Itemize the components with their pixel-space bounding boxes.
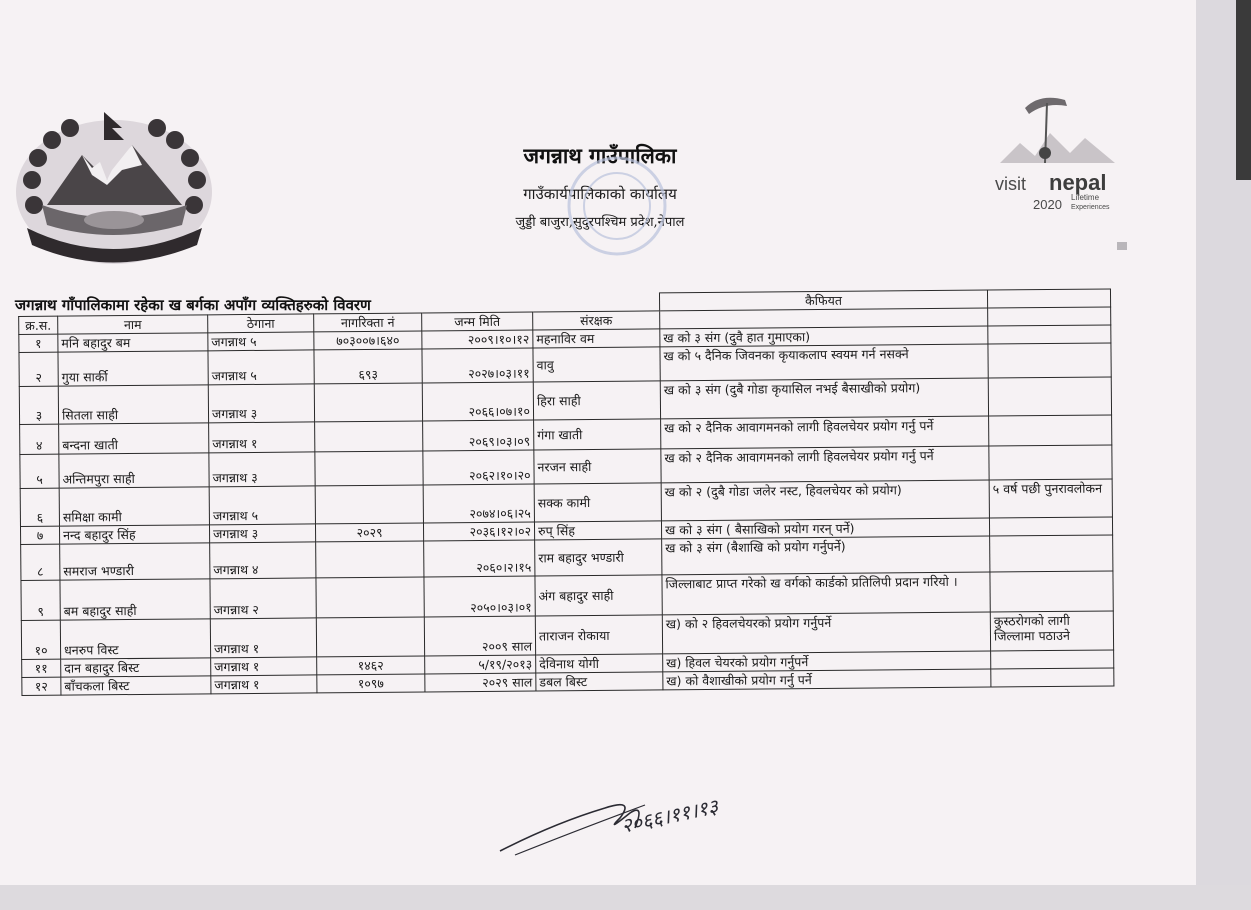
experiences-text: Experiences [1071, 204, 1110, 211]
cell-guardian: डबल बिस्ट [536, 672, 663, 691]
cell-dob: २०५०।०३।०१ [424, 576, 535, 617]
cell-sn: ३ [19, 386, 58, 424]
cell-name: धनरुप विस्ट [60, 619, 210, 659]
cell-guardian: सक्क कामी [534, 483, 661, 522]
municipality-name: जगन्नाथ गाउँपालिका [523, 143, 677, 168]
cell-citizenship [315, 485, 423, 524]
cell-address: जगन्नाथ ३ [208, 384, 314, 423]
cell-address: जगन्नाथ १ [210, 618, 316, 658]
cell-name: बाँचकला बिस्ट [61, 676, 211, 695]
cell-dob: २०३६।१२।०२ [423, 522, 534, 541]
table-title: जगन्नाथ गाँपालिकामा रहेका ख बर्गका अपाँग व्यक्तिहरुको विवरण [15, 296, 371, 314]
cell-dob: २०२९ साल [425, 673, 536, 692]
cell-sn: ११ [22, 659, 61, 677]
cell-remark [989, 445, 1112, 480]
cell-sn: ९ [21, 580, 60, 620]
cell-sn: ५ [20, 454, 59, 488]
cell-name: नन्द बहादुर सिंह [59, 525, 209, 544]
cell-sn: ८ [21, 544, 60, 580]
cell-remark [989, 517, 1112, 536]
cell-citizenship [316, 541, 424, 578]
cell-name: बम बहादुर साही [60, 579, 210, 620]
cell-remark [991, 650, 1114, 669]
visit-text: visit [995, 174, 1026, 194]
cell-guardian: नरजन साही [534, 449, 661, 484]
cell-detail: ख) को २ हिवलचेयरको प्रयोग गर्नुपर्ने [662, 612, 990, 654]
cell-detail: ख को ३ संग (दुबै गोडा कृयासिल नभई बैसाखीको प्रयोग) [660, 378, 988, 419]
scan-edge [1236, 0, 1251, 180]
cell-name: समराज भण्डारी [60, 543, 210, 580]
cell-citizenship [315, 421, 423, 452]
scan-margin-bottom [0, 885, 1251, 910]
cell-detail: ख को ५ दैनिक जिवनका कृयाकलाप स्वयम गर्न नसक्ने [660, 344, 988, 381]
cell-guardian: राम बहादुर भण्डारी [535, 539, 662, 576]
cell-name: सितला साही [58, 385, 208, 424]
disability-table [18, 288, 1114, 696]
scan-mark [1117, 242, 1127, 250]
cell-sn: १ [19, 334, 58, 352]
cell-citizenship [314, 383, 422, 422]
cell-name: समिक्षा कामी [59, 487, 209, 526]
signature-date: २०६६।११।१३ [619, 793, 721, 838]
cell-name: गुया सार्की [58, 351, 208, 386]
cell-name: दान बहादुर बिस्ट [61, 658, 211, 677]
cell-remark [990, 535, 1113, 572]
nepal-text: nepal [1049, 170, 1107, 195]
cell-guardian: ताराजन रोकाया [535, 615, 662, 655]
cell-citizenship [316, 617, 424, 657]
cell-dob: २०२७।०३।११ [422, 348, 533, 383]
cell-sn: ७ [20, 526, 59, 544]
cell-guardian: हिरा साही [533, 381, 660, 420]
cell-address: जगन्नाथ ५ [209, 486, 315, 525]
cell-name: बन्दना खाती [59, 423, 209, 454]
col-dob: जन्म मिति [422, 312, 533, 331]
cell-detail: ख को ३ संग ( बैसाखिको प्रयोग गरन् पर्ने) [661, 518, 989, 539]
cell-guardian: देविनाथ योगी [536, 654, 663, 673]
cell-remark [989, 415, 1112, 446]
cell-sn: १० [21, 620, 60, 659]
cell-dob: २०६९।०३।०९ [423, 420, 534, 451]
col-sn: क्र.स. [19, 316, 58, 334]
cell-dob: २००९।१०।१२ [422, 330, 533, 349]
cell-address: जगन्नाथ २ [210, 578, 316, 619]
office-address: जुड्डी बाजुरा,सुदुरपश्चिम प्रदेश,नेपाल [515, 215, 685, 230]
cell-remark: कुस्ठरोगको लागी जिल्लामा पठाउने [990, 611, 1113, 651]
cell-detail: ख को ३ संग (दुवै हात गुमाएका) [660, 326, 988, 347]
cell-remark [991, 668, 1114, 687]
col-address: ठेगाना [208, 314, 314, 333]
cell-dob: २००९ साल [424, 616, 535, 656]
col-name: नाम [58, 315, 208, 334]
cell-guardian: रुप् सिंह [534, 521, 661, 540]
cell-dob: २०६२।१०।२० [423, 450, 534, 485]
cell-sn: ४ [20, 424, 59, 454]
office-name: गाउँकार्यपालिकाको कार्यालय [523, 185, 677, 203]
year-text: 2020 [1033, 197, 1062, 212]
cell-citizenship: ७०३००७।६४० [314, 331, 422, 350]
cell-citizenship: १४६२ [317, 656, 425, 675]
cell-dob: २०७४।०६।२५ [423, 484, 534, 523]
lifetime-text: Lifetime [1071, 193, 1100, 202]
cell-remark [990, 571, 1113, 612]
cell-citizenship: २०२९ [315, 523, 423, 542]
cell-detail: ख को २ दैनिक आवागमनको लागी हिवलचेयर प्रयोग गर्नु पर्ने [661, 446, 989, 483]
visit-nepal-logo [995, 88, 1130, 218]
cell-address: जगन्नाथ १ [209, 422, 315, 453]
cell-sn: २ [19, 352, 58, 386]
handwritten-signature [495, 783, 745, 858]
cell-address: जगन्नाथ १ [211, 675, 317, 694]
cell-guardian: वावु [533, 347, 660, 382]
col-remark [988, 307, 1111, 326]
cell-sn: ६ [20, 488, 59, 526]
cell-remark: ५ वर्ष पछी पुनरावलोकन [989, 479, 1112, 518]
col-citizenship: नागरिक्ता नं [314, 313, 422, 332]
cell-detail: ख को २ दैनिक आवागमनको लागी हिवलचेयर प्रयोग गर्नु पर्ने [661, 416, 989, 449]
cell-detail: ख को ३ संग (बैशाखि को प्रयोग गर्नुपर्ने) [662, 536, 990, 575]
cell-guardian: अंग बहादुर साही [535, 575, 662, 616]
cell-name: मनि बहादुर बम [58, 333, 208, 352]
office-stamp [560, 152, 675, 260]
cell-address: जगन्नाथ १ [211, 657, 317, 676]
cell-citizenship: १०९७ [317, 674, 425, 693]
col-guardian: संरक्षक [533, 311, 660, 330]
cell-dob: २०६०।२।१५ [424, 540, 535, 577]
cell-name: अन्तिमपुरा साही [59, 453, 209, 488]
cell-sn: १२ [22, 677, 61, 695]
cell-detail: ख) को वैशाखीको प्रयोग गर्नु पर्ने [663, 669, 991, 690]
disability-table-wrapper [18, 288, 1114, 696]
cell-detail: जिल्लाबाट प्राप्त गरेको ख वर्गको कार्डको प्रतिलिपी प्रदान गरियो । [662, 572, 990, 615]
cell-guardian: गंगा खाती [534, 419, 661, 450]
cell-dob: ५/१९/२०१३ [425, 655, 536, 674]
cell-guardian: महनाविर वम [533, 329, 660, 348]
cell-detail: ख को २ (दुबै गोडा जलेर नस्ट, हिवलचेयर को प्रयोग) [661, 480, 989, 521]
cell-remark [988, 377, 1111, 416]
cell-remark [988, 325, 1111, 344]
cell-address: जगन्नाथ ५ [208, 332, 314, 351]
cell-citizenship: ६९३ [314, 349, 422, 384]
cell-address: जगन्नाथ ३ [209, 524, 315, 543]
cell-address: जगन्नाथ ५ [208, 350, 314, 385]
cell-address: जगन्नाथ ३ [209, 452, 315, 487]
cell-detail: ख) हिवल चेयरको प्रयोग गर्नुपर्ने [663, 651, 991, 672]
cell-remark [988, 343, 1111, 378]
cell-citizenship [315, 451, 423, 486]
cell-citizenship [316, 577, 424, 618]
cell-address: जगन्नाथ ४ [210, 542, 316, 579]
cell-dob: २०६६।०७।१० [422, 382, 533, 421]
remarks-header: कैफियत [659, 290, 987, 311]
nepal-emblem-logo [12, 110, 217, 270]
